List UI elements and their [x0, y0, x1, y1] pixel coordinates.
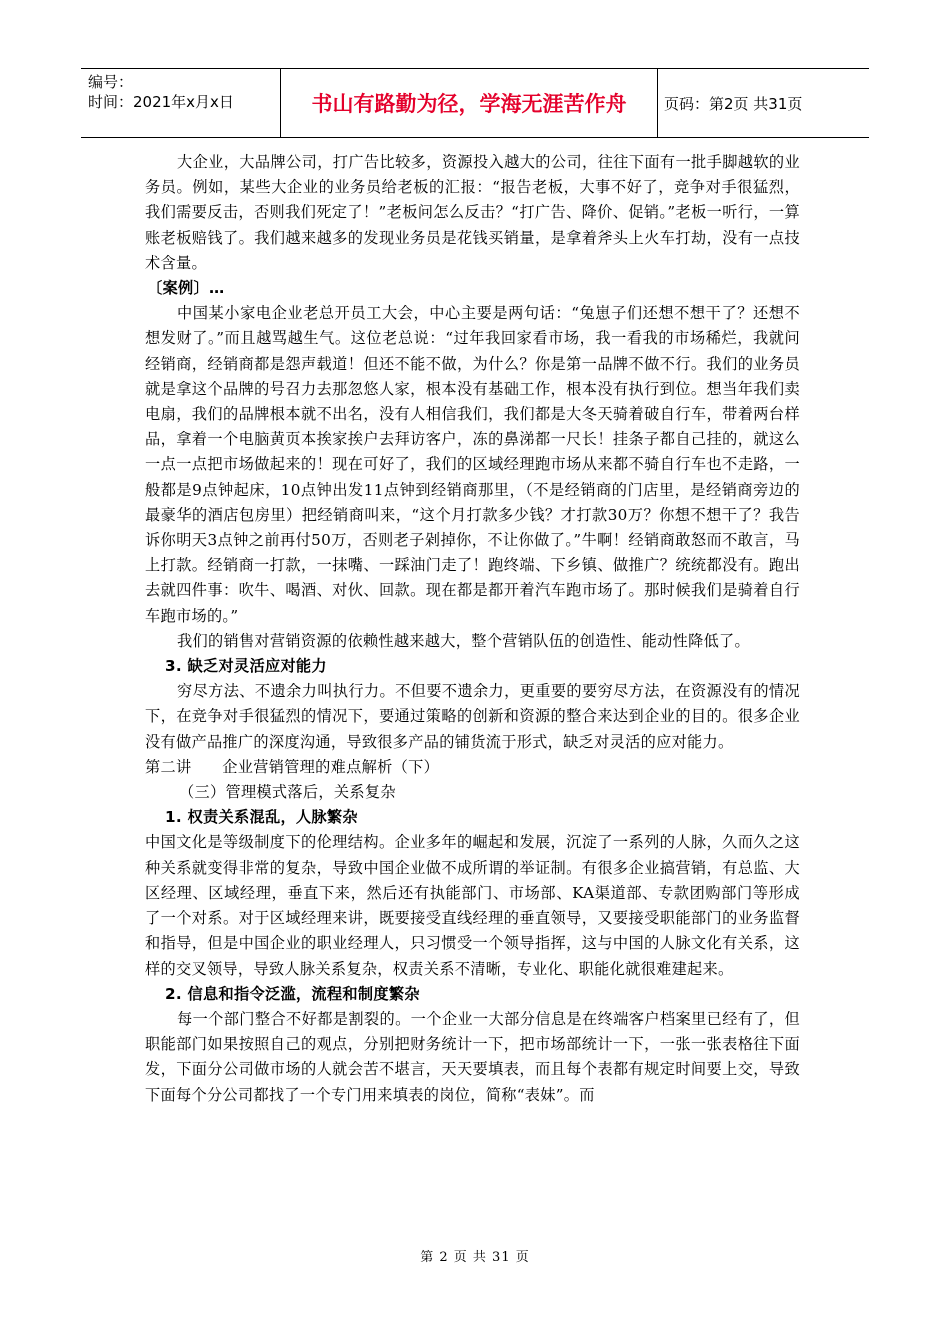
paragraph-4: 穷尽方法、不遗余力叫执行力。不但要不遗余力，更重要的要穷尽方法，在资源没有的情况下，在竞争对手很猛烈的情况下，要通过策略的创新和资源的整合来达到企业的目的。很多企业没有做产品推广的深度沟通，导致很多产品的铺货流于形式，缺乏对灵活的应对能力。: [145, 682, 800, 751]
paragraph-1: 大企业，大品牌公司，打广告比较多，资源投入越大的公司，往往下面有一批手脚越软的业务员。例如，某些大企业的业务员给老板的汇报：“报告老板，大事不好了，竞争对手很猛烈，我们需要反击，否则我们死定了！”老板问怎么反击？“打广告、降价、促销。”老板一听行，一算账老板赔钱了。我们越来越多的发现业务员是花钱买销量，是拿着斧头上火车打劫，没有一点技术含量。: [145, 153, 800, 272]
subheading-3: 3. 缺乏对灵活应对能力: [165, 657, 327, 676]
date-label: 时间：2021年x月x日: [88, 93, 234, 111]
section-heading: （三）管理模式落后，关系复杂: [179, 783, 396, 802]
page-footer: 第 2 页 共 31 页: [420, 1250, 530, 1265]
header-motto: 书山有路勤为径，学海无涯苦作舟: [281, 69, 658, 137]
paragraph-3: 我们的销售对营销资源的依赖性越来越大，整个营销队伍的创造性、能动性降低了。: [177, 631, 751, 650]
page-header: [81, 68, 869, 138]
lecture-title: 第二讲 企业营销管理的难点解析（下）: [145, 757, 440, 776]
paragraph-6: 每一个部门整合不好都是割裂的。一个企业一大部分信息是在终端客户档案里已经有了，但职能部门如果按照自己的观点，分别把财务统计一下，把市场部统计一下，一张一张表格往下面发，下面分公司做市场的人就会苦不堪言，天天要填表，而且每个表都有规定时间要上交，导致下面每个分公司都找了一个专门用来填表的岗位，简称“表妹”。而: [145, 1009, 800, 1104]
code-label: 编号：: [88, 73, 134, 91]
header-page-label: 页码：第2页 共31页: [664, 94, 803, 113]
subheading-2: 2. 信息和指令泛滥，流程和制度繁杂: [165, 984, 420, 1003]
paragraph-5: 中国文化是等级制度下的伦理结构。企业多年的崛起和发展，沉淀了一系列的人脉，久而久之这种关系就变得非常的复杂，导致中国企业做不成所谓的举证制。有很多企业搞营销，有总监、大区经理、区域经理，垂直下来，然后还有执能部门、市场部、KA渠道部、专款团购部门等形成了一个对系。对于区域经理来讲，既要接受直线经理的垂直领导，又要接受职能部门的业务监督和指导，但是中国企业的职业经理人，只习惯受一个领导指挥，这与中国的人脉文化有关系，这样的交叉领导，导致人脉关系复杂，权责关系不清晰，专业化、职能化就很难建起来。: [145, 833, 800, 978]
case-label: 〔案例〕…: [147, 279, 225, 298]
document-body: [145, 150, 800, 1108]
subheading-1: 1. 权责关系混乱，人脉繁杂: [165, 808, 358, 827]
header-left-cell: [81, 69, 281, 137]
paragraph-2: 中国某小家电企业老总开员工大会，中心主要是两句话：“兔崽子们还想不想干了？还想不想发财了。”而且越骂越生气。这位老总说：“过年我回家看市场，我一看我的市场稀烂，我就问经销商，经销商都是怨声载道！但还不能不做，为什么？你是第一品牌不做不行。我们的业务员就是拿这个品牌的号召力去那忽悠人家，根本没有基础工作，根本没有执行到位。想当年我们卖电扇，我们的品牌根本就不出名，没有人相信我们，我们都是大冬天骑着破自行车，带着两台样品，拿着一个电脑黄页本挨家挨户去拜访客户，冻的鼻涕都一尺长！挂条子都自己挂的，就这么一点一点把市场做起来的！现在可好了，我们的区域经理跑市场从来都不骑自行车也不走路，一般都是9点钟起床，10点钟出发11点钟到经销商那里，（不是经销商的门店里，是经销商旁边的最豪华的酒店包房里）把经销商叫来，“这个月打款多少钱？才打款30万？你想不想干了？我告诉你明天3点钟之前再付50万，否则老子剁掉你，不让你做了。”牛啊！经销商敢怒而不敢言，马上打款。经销商一打款，一抹嘴、一踩油门走了！跑终端、下乡镇、做推广？统统都没有。跑出去就四件事：吹牛、喝酒、对伙、回款。现在都是都开着汽车跑市场了。那时候我们是骑着自行车跑市场的。”: [145, 304, 800, 625]
